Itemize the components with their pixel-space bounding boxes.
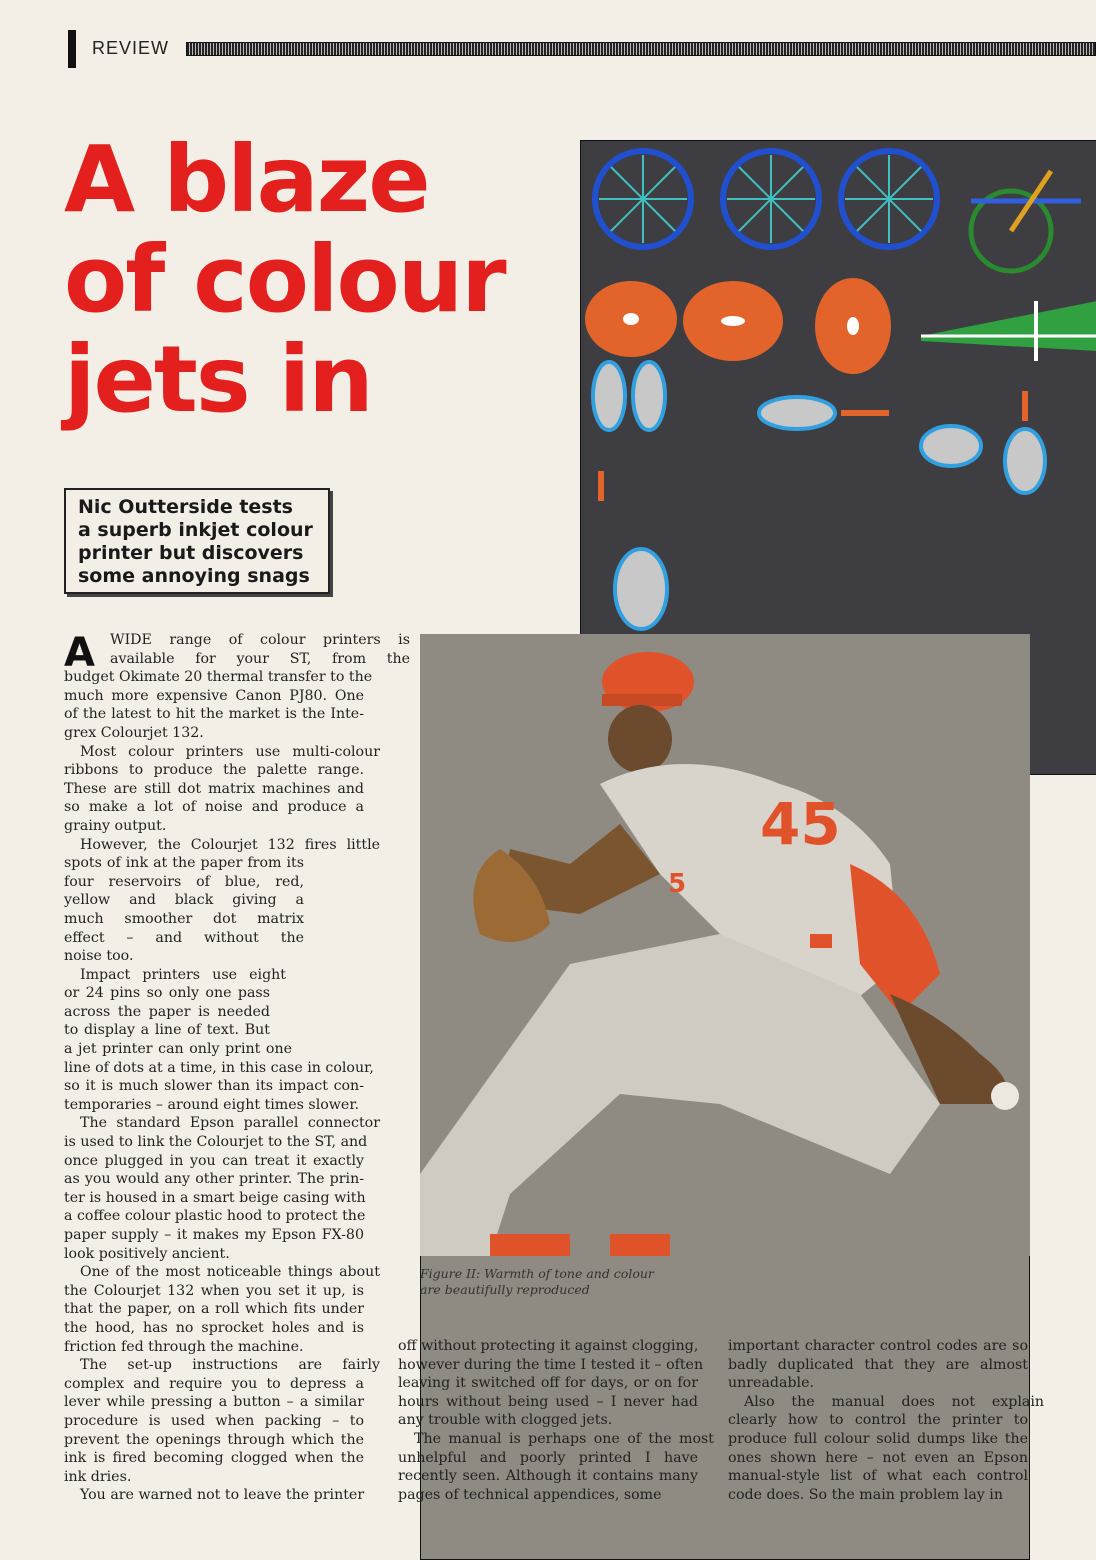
body-text-line: effect – and without the <box>64 929 304 946</box>
body-text-line: ribbons to produce the palette range. <box>64 762 364 779</box>
body-column-2 <box>398 1337 714 1504</box>
body-text-line: yellow and black giving a <box>64 892 304 909</box>
body-text-line: The set-up instructions are fairly <box>80 1357 380 1374</box>
caption-line: are beautifully reproduced <box>420 1282 590 1297</box>
body-text-line: spots of ink at the paper from its <box>64 855 304 872</box>
body-text-line: ink dries. <box>64 1468 132 1485</box>
body-text-line: line of dots at a time, in this case in colour, <box>64 1059 374 1076</box>
body-text-line: the Colourjet 132 when you set it up, is <box>64 1282 364 1299</box>
standfirst-line: printer but discovers <box>78 542 304 564</box>
body-text-line: Impact printers use eight <box>80 966 286 983</box>
body-text-line: that the paper, on a roll which fits under <box>64 1301 364 1318</box>
rugby-ball-icon <box>585 278 891 374</box>
body-text-line: ink is fired becoming clogged when the <box>64 1450 364 1467</box>
body-text-line: You are warned not to leave the printer <box>80 1487 365 1504</box>
body-text-line: grex Colourjet 132. <box>64 724 204 741</box>
body-text-line: badly duplicated that they are almost <box>728 1356 1028 1373</box>
headline-line: jets in <box>64 326 372 433</box>
standfirst-line: some annoying snags <box>78 565 310 587</box>
body-text-line: of the latest to hit the market is the Inte- <box>64 706 364 723</box>
body-text-line: the hood, has no sprocket holes and is <box>64 1319 364 1336</box>
body-text-line: much smoother dot matrix <box>64 910 304 927</box>
table-tennis-table-icon <box>921 301 1096 361</box>
body-text-line: One of the most noticeable things about <box>80 1264 380 1281</box>
caption-line: Figure II: Warmth of tone and colour <box>420 1266 654 1281</box>
body-text-line: WIDE range of colour printers is <box>110 632 410 648</box>
body-text-line: or 24 pins so only one pass <box>64 985 270 1002</box>
body-text-line: complex and require you to depress a <box>64 1375 364 1392</box>
body-text-line: available for your ST, from the <box>110 650 410 667</box>
header-stripe <box>186 42 1096 56</box>
body-text-line: friction fed through the machine. <box>64 1338 304 1355</box>
section-label: REVIEW <box>92 38 170 58</box>
ball-icon <box>991 1082 1019 1110</box>
header-block <box>68 30 76 68</box>
jersey-number: 45 <box>760 790 841 858</box>
body-text-line: prevent the openings through which the <box>64 1431 364 1448</box>
body-column-1 <box>64 631 410 1505</box>
figure-caption <box>420 1266 710 1298</box>
body-text-line: so make a lot of noise and produce a <box>64 799 364 816</box>
headline <box>64 126 574 433</box>
body-text-line: a coffee colour plastic hood to protect the <box>64 1208 366 1225</box>
body-text-line: is used to link the Colourjet to the ST, and <box>64 1134 368 1151</box>
body-text-line: once plugged in you can treat it exactly <box>64 1152 364 1169</box>
body-text-line: These are still dot matrix machines and <box>64 780 364 797</box>
body-text-line: leaving it switched off for days, or on for <box>398 1375 698 1392</box>
body-text-line: noise too. <box>64 948 134 965</box>
body-text-line: However, the Colourjet 132 fires little <box>80 836 380 853</box>
section-header <box>68 30 1096 68</box>
body-text-line: produce full colour solid dumps like the <box>728 1430 1028 1447</box>
standfirst-line: Nic Outterside tests <box>78 496 293 518</box>
body-text-line: ter is housed in a smart beige casing with <box>64 1189 366 1206</box>
baseball-graphic <box>420 634 1030 1256</box>
headline-line: A blaze <box>64 126 429 233</box>
body-text-line: clearly how to control the printer to <box>728 1412 1028 1429</box>
body-text-line: important character control codes are so <box>728 1338 1028 1354</box>
standfirst-line: a superb inkjet colour <box>78 519 313 541</box>
head <box>608 705 672 773</box>
body-text-line: lever while pressing a button – a similar <box>64 1394 364 1411</box>
body-text-line: ones shown here – not even an Epson <box>728 1449 1028 1466</box>
tennis-racket-icon <box>593 362 1045 629</box>
body-text-line: unreadable. <box>728 1375 814 1392</box>
body-text-line: four reservoirs of blue, red, <box>64 873 304 890</box>
body-text-line: procedure is used when packing – to <box>64 1412 364 1429</box>
headline-line: of colour <box>64 226 505 333</box>
body-text-line: Most colour printers use multi-colour <box>80 743 380 760</box>
body-text-line: unhelpful and poorly printed I have <box>398 1449 698 1466</box>
body-text-line: The manual is perhaps one of the most <box>414 1430 714 1447</box>
body-text-line: recently seen. Although it contains many <box>398 1468 698 1485</box>
body-text-line: code does. So the main problem lay in <box>728 1486 1003 1503</box>
body-text-line: The standard Epson parallel connector <box>80 1115 380 1132</box>
body-text-line: across the paper is needed <box>64 1003 270 1020</box>
body-text-line: much more expensive Canon PJ80. One <box>64 687 364 704</box>
body-text-line: manual-style list of what each control <box>728 1468 1028 1485</box>
body-text-line: pages of technical appendices, some <box>398 1486 662 1503</box>
body-text-line: so it is much slower than its impact con- <box>64 1078 364 1095</box>
body-text-line: Also the manual does not explain <box>744 1393 1044 1410</box>
sleeve-number: 5 <box>668 869 687 899</box>
body-text-line: off without protecting it against clogging, <box>398 1338 699 1354</box>
body-text-line: paper supply – it makes my Epson FX-80 <box>64 1227 364 1243</box>
body-text-line: grainy output. <box>64 817 167 834</box>
body-text-line: to display a line of text. But <box>64 1022 270 1039</box>
body-text-line: hours without being used – I never had <box>398 1393 698 1410</box>
body-text-line: however during the time I tested it – often <box>398 1356 704 1373</box>
body-column-3 <box>728 1337 1044 1504</box>
body-text-line: as you would any other printer. The prin- <box>64 1171 364 1188</box>
body-text-line: any trouble with clogged jets. <box>398 1412 613 1429</box>
body-text-line: a jet printer can only print one <box>64 1041 292 1058</box>
standfirst-box <box>64 488 330 594</box>
cap-icon <box>602 652 694 712</box>
drop-cap: A <box>64 630 95 676</box>
body-text-line: budget Okimate 20 thermal transfer to the <box>64 669 373 686</box>
body-text-line: look positively ancient. <box>64 1245 230 1262</box>
body-text-line: temporaries – around eight times slower. <box>64 1096 360 1113</box>
bicycle-icon <box>971 171 1081 271</box>
